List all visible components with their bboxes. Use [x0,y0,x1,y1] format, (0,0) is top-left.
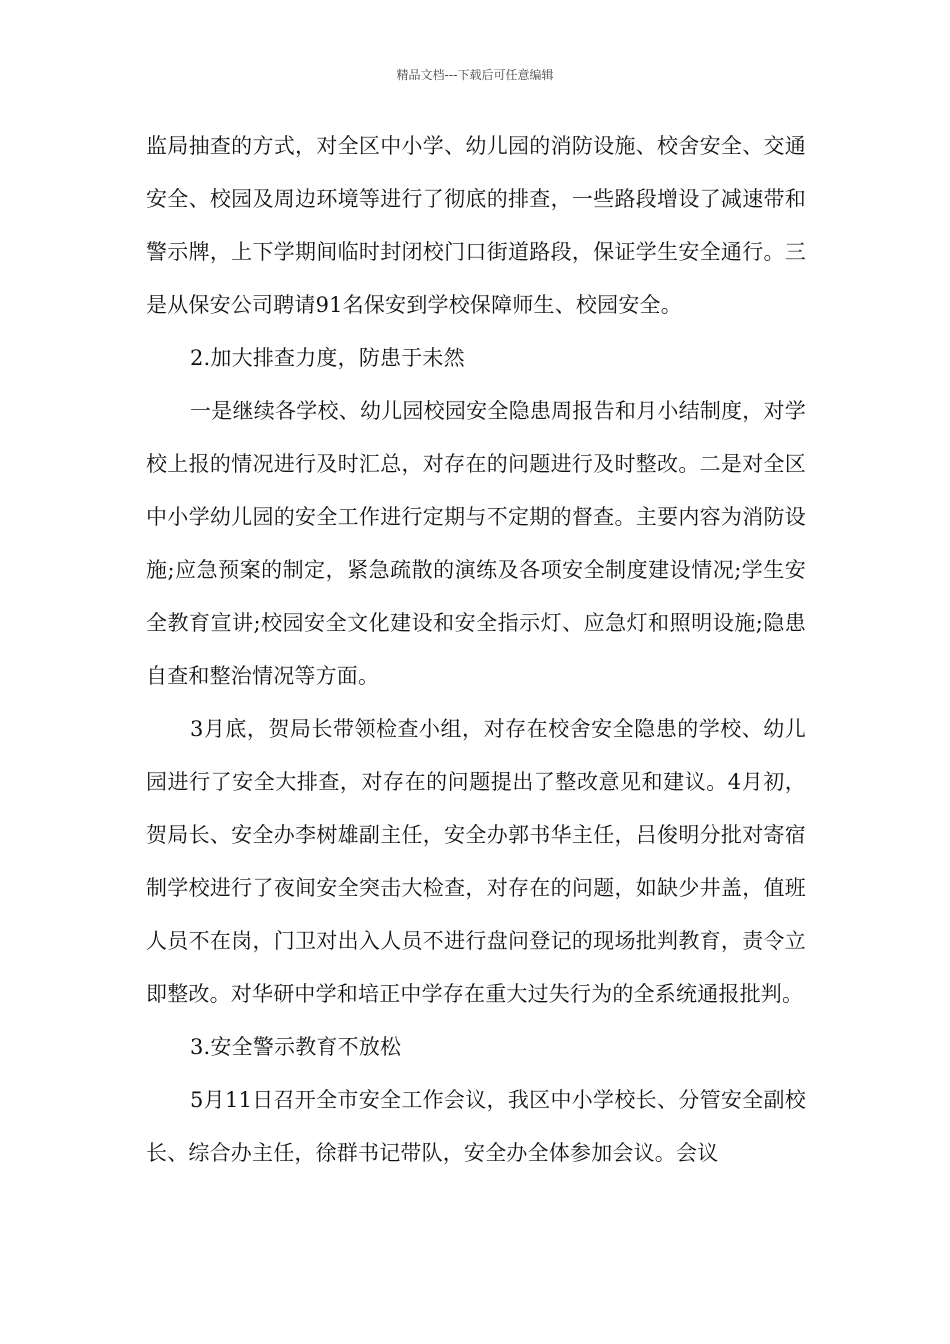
paragraph-continued: 监局抽查的方式，对全区中小学、幼儿园的消防设施、校舍安全、交通安全、校园及周边环境等进行了彻底的排查，一些路段增设了减速带和警示牌，上下学期间临时封闭校门口街道路段，保证学生安全通行。三是从保安公司聘请91名保安到学校保障师生、校园安全。 [146,134,806,317]
paragraph: 5月11日召开全市安全工作会议，我区中小学校长、分管安全副校长、综合办主任，徐群书记带队，安全办全体参加会议。会议 [146,1088,806,1165]
paragraph: 3月底，贺局长带领检查小组，对存在校舍安全隐患的学校、幼儿园进行了安全大排查，对存在的问题提出了整改意见和建议。4月初，贺局长、安全办李树雄副主任，安全办郭书华主任，吕俊明分批对寄宿制学校进行了夜间安全突击大检查，对存在的问题，如缺少井盖，值班人员不在岗，门卫对出入人员不进行盘问登记的现场批判教育，责令立即整改。对华研中学和培正中学存在重大过失行为的全系统通报批判。 [146,717,806,1006]
page-header: 精品文档---下载后可任意编辑 [396,68,554,82]
document-body [146,120,806,1180]
paragraph: 一是继续各学校、幼儿园校园安全隐患周报告和月小结制度，对学校上报的情况进行及时汇总，对存在的问题进行及时整改。二是对全区中小学幼儿园的安全工作进行定期与不定期的督查。主要内容为消防设施;应急预案的制定，紧急疏散的演练及各项安全制度建设情况;学生安全教育宣讲;校园安全文化建设和安全指示灯、应急灯和照明设施;隐患自查和整治情况等方面。 [146,399,806,688]
section-heading-2: 2.加大排查力度，防患于未然 [190,346,465,370]
section-heading-3: 3.安全警示教育不放松 [190,1035,402,1059]
